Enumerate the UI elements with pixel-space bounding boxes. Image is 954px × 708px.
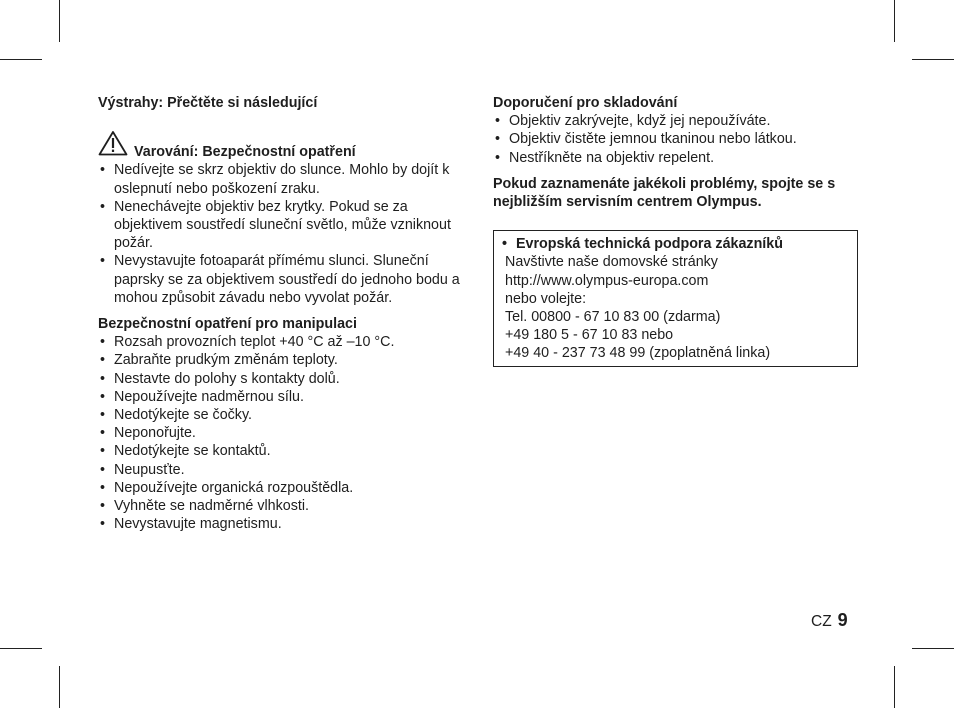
left-column — [98, 94, 470, 533]
list-item: • Nevystavujte fotoaparát přímému slunci. Sluneční paprsky se za objektivem soustředí do jednoho bodu a mohou způsobit závadu nebo vyvolat požár. — [98, 252, 470, 307]
right-column — [493, 94, 858, 367]
page-number: 9 — [837, 610, 848, 630]
support-line: Navštivte naše domovské stránky — [505, 254, 718, 271]
support-phone: +49 180 5 - 67 10 83 nebo — [505, 327, 674, 344]
list-item: • Nedotýkejte se kontaktů. — [98, 442, 470, 460]
warning-triangle-icon — [98, 130, 134, 161]
warning-title: Varování: Bezpečnostní opatření — [134, 144, 356, 161]
list-item: • Nedotýkejte se čočky. — [98, 406, 470, 424]
crop-mark — [894, 0, 895, 42]
language-code: CZ — [811, 613, 832, 630]
support-phone: +49 40 - 237 73 48 99 (zpoplatněná linka) — [505, 345, 771, 362]
crop-mark — [0, 59, 42, 60]
support-url: http://www.olympus-europa.com — [505, 272, 709, 289]
list-item: • Nestříkněte na objektiv repelent. — [493, 149, 858, 167]
crop-mark — [912, 59, 954, 60]
support-box — [493, 230, 858, 366]
list-item: • Objektiv zakrývejte, když jej nepoužíváte. — [493, 112, 858, 130]
storage-list — [493, 112, 858, 167]
crop-mark — [0, 648, 42, 649]
warnings-heading: Výstrahy: Přečtěte si následující — [98, 95, 318, 111]
list-item: • Nestavte do polohy s kontakty dolů. — [98, 370, 470, 388]
crop-mark — [59, 666, 60, 708]
list-item: • Nepoužívejte organická rozpouštědla. — [98, 479, 470, 497]
storage-heading: Doporučení pro skladování — [493, 95, 678, 111]
list-item: • Vyhněte se nadměrné vlhkosti. — [98, 497, 470, 515]
problem-note: Pokud zaznamenáte jakékoli problémy, spojte se s nejbližším servisním centrem Olympus. — [493, 175, 836, 211]
crop-mark — [912, 648, 954, 649]
support-box-title: • Evropská technická podpora zákazníků — [500, 235, 847, 253]
list-item: • Rozsah provozních teplot +40 °C až –10 °C. — [98, 333, 470, 351]
list-item: • Neponořujte. — [98, 424, 470, 442]
handling-list — [98, 333, 470, 533]
support-line: nebo volejte: — [505, 290, 587, 307]
list-item: • Nepoužívejte nadměrnou sílu. — [98, 388, 470, 406]
list-item: • Nevystavujte magnetismu. — [98, 515, 470, 533]
list-item: • Nenechávejte objektiv bez krytky. Pokud se za objektivem soustředí sluneční světlo, může vzniknout požár. — [98, 198, 470, 253]
crop-mark — [59, 0, 60, 42]
warning-title-row — [98, 130, 470, 161]
handling-heading: Bezpečnostní opatření pro manipulaci — [98, 316, 357, 333]
list-item: • Zabraňte prudkým změnám teploty. — [98, 351, 470, 369]
list-item: • Neupusťte. — [98, 461, 470, 479]
page-footer — [811, 610, 848, 631]
list-item: • Objektiv čistěte jemnou tkaninou nebo látkou. — [493, 130, 858, 148]
crop-mark — [894, 666, 895, 708]
list-item: • Nedívejte se skrz objektiv do slunce. Mohlo by dojít k oslepnutí nebo poškození zraku. — [98, 161, 470, 197]
support-phone: Tel. 00800 - 67 10 83 00 (zdarma) — [505, 309, 721, 326]
warning-list — [98, 161, 470, 307]
